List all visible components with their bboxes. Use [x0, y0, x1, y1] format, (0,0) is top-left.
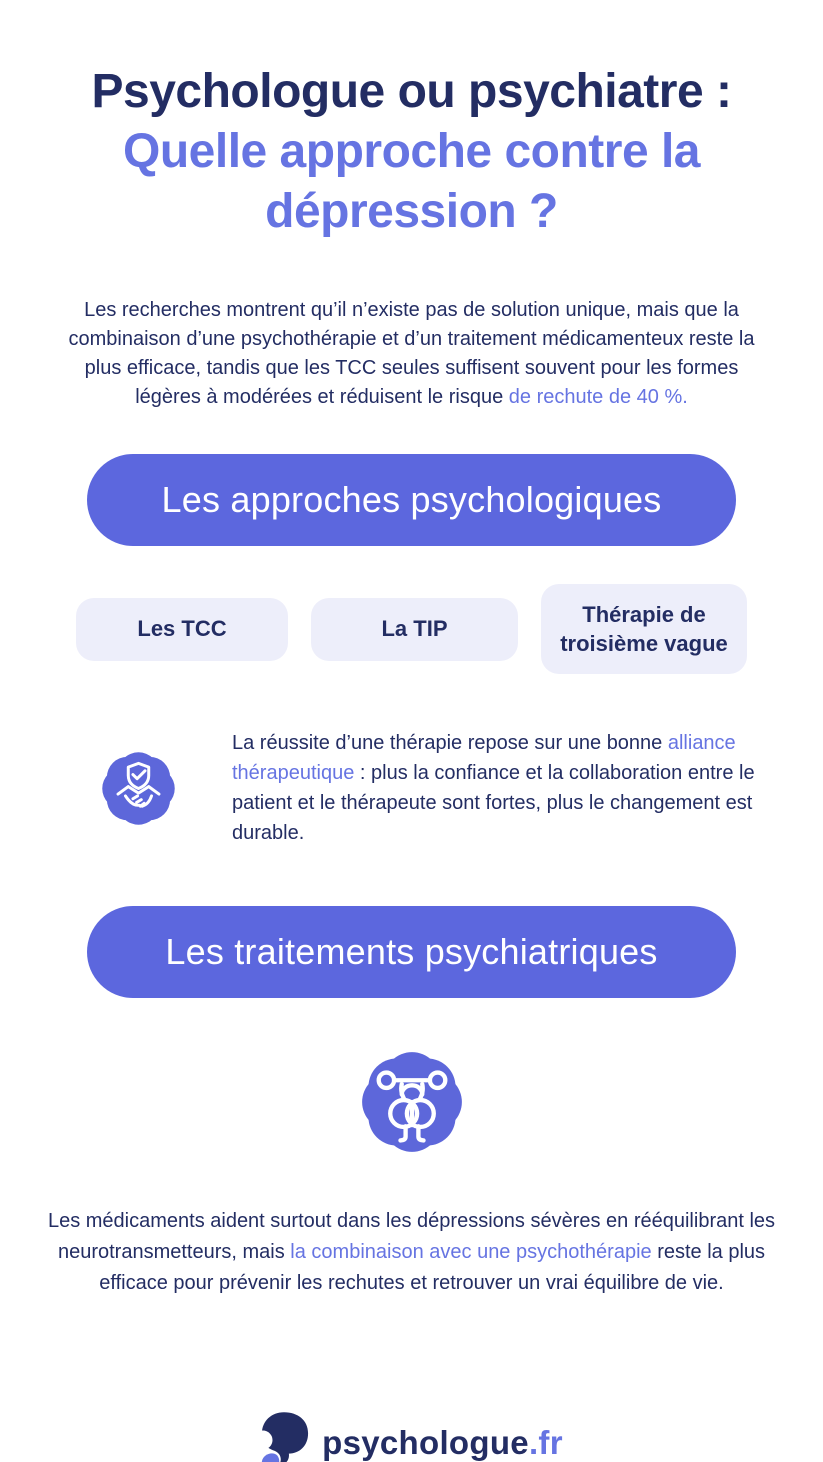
pill-la-tip: La TIP [311, 598, 518, 661]
intro-highlight: de rechute de 40 %. [508, 386, 688, 408]
alliance-note-row [92, 708, 823, 868]
alliance-note-pre: La réussite d’une thérapie repose sur une bonne [232, 732, 668, 754]
outro-highlight: la combinaison avec une psychothérapie [290, 1241, 652, 1263]
brand-tld: .fr [528, 1424, 563, 1461]
intro-paragraph [56, 296, 768, 412]
psychologue-logo-mark-icon [260, 1411, 310, 1462]
outro-pre: Les médicaments aident surtout dans les dépressions sévères en rééquilibrant les neurotransmetteurs, mais [47, 1210, 776, 1263]
alliance-note-post: : plus la confiance et la collaboration entre le patient et le thérapeute sont fortes, plus le changement est durable. [232, 762, 755, 844]
brand-name: psychologue [322, 1424, 529, 1461]
pill-therapie-troisieme-vague: Thérapie de troisième vague [541, 584, 747, 674]
section-banner-approaches-label: Les approches psychologiques [161, 479, 662, 520]
alliance-note-highlight: alliance thérapeutique [232, 732, 736, 784]
page-title-accent: Quelle approche contre la dépression ? [123, 125, 700, 238]
footer-brand-link[interactable] [0, 1411, 823, 1462]
section-banner-traitements-label: Les traitements psychiatriques [165, 931, 658, 972]
handshake-check-badge-icon [92, 742, 185, 835]
pill-les-tcc: Les TCC [76, 598, 288, 661]
outro-paragraph [38, 1206, 786, 1299]
section-banner-traitements [87, 906, 736, 998]
section-banner-approaches [87, 454, 736, 546]
brand-wordmark [322, 1424, 563, 1462]
approaches-pill-row [0, 584, 823, 674]
intro-text: Les recherches montrent qu’il n’existe pas de solution unique, mais que la combinaison d’une psychothérapie et d’un traitement médicamenteux reste la plus efficace, tandis que les TCC seules suffisent souvent pour les formes légères à modérées et réduisent le risque [68, 299, 755, 408]
outro-post: reste la plus efficace pour prévenir les rechutes et retrouver un vrai équilibre de vie. [99, 1241, 766, 1294]
page-title [0, 0, 823, 242]
brain-strength-badge-icon [0, 1038, 823, 1166]
alliance-note-text [232, 728, 766, 848]
page-title-dark: Psychologue ou psychiatre : [91, 65, 732, 118]
